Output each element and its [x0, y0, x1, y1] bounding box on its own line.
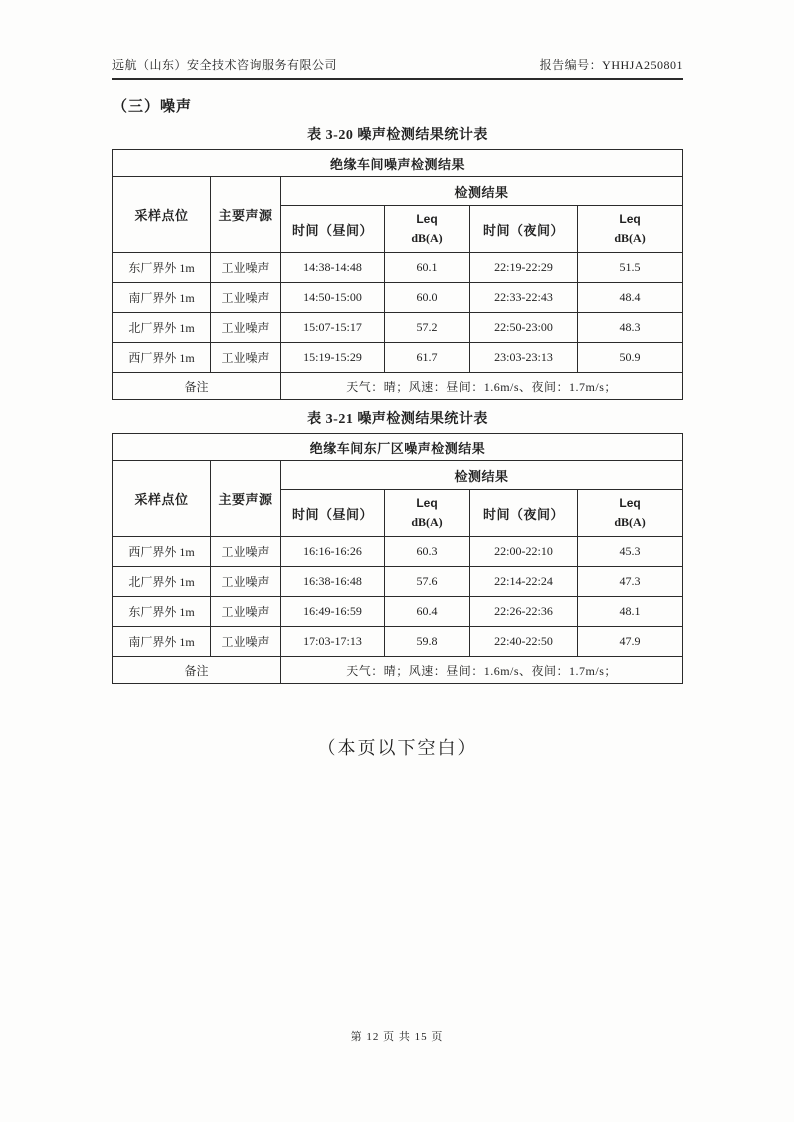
leq-day-line2: dB(A)	[411, 231, 443, 245]
cell-leq-night: 48.4	[578, 283, 683, 313]
cell-time-night: 22:40-22:50	[470, 627, 578, 657]
table-row	[113, 313, 683, 343]
table-row	[113, 597, 683, 627]
remark-text: 天气：晴；风速：昼间：1.6m/s、夜间：1.7m/s；	[281, 657, 683, 684]
table-row	[113, 627, 683, 657]
cell-point: 东厂界外 1m	[113, 597, 211, 627]
cell-source: 工业噪声	[211, 537, 281, 567]
noise-table-2	[112, 433, 683, 684]
cell-source: 工业噪声	[211, 343, 281, 373]
remark-label: 备注	[113, 373, 281, 400]
cell-time-day: 14:50-15:00	[281, 283, 385, 313]
header-leq-day	[385, 490, 470, 537]
leq-day-line2: dB(A)	[411, 515, 443, 529]
section-title: （三）噪声	[112, 99, 193, 115]
cell-point: 北厂界外 1m	[113, 313, 211, 343]
header-result-group: 检测结果	[281, 177, 683, 206]
cell-source: 工业噪声	[211, 253, 281, 283]
table-2-caption: 表 3-21 噪声检测结果统计表	[307, 412, 488, 427]
cell-source: 工业噪声	[211, 627, 281, 657]
header-time-night: 时间（夜间）	[470, 490, 578, 537]
cell-time-night: 22:50-23:00	[470, 313, 578, 343]
table-row	[113, 343, 683, 373]
leq-day-line1: Leq	[416, 211, 438, 226]
table-1-banner: 绝缘车间噪声检测结果	[113, 150, 683, 177]
cell-leq-day: 60.3	[385, 537, 470, 567]
cell-leq-night: 50.9	[578, 343, 683, 373]
cell-time-night: 22:14-22:24	[470, 567, 578, 597]
company-name: 远航（山东）安全技术咨询服务有限公司	[112, 58, 338, 72]
header-sampling-point: 采样点位	[113, 177, 211, 253]
cell-point: 南厂界外 1m	[113, 283, 211, 313]
cell-time-night: 22:33-22:43	[470, 283, 578, 313]
cell-time-night: 22:00-22:10	[470, 537, 578, 567]
cell-source: 工业噪声	[211, 567, 281, 597]
noise-table-1	[112, 149, 683, 400]
cell-time-day: 15:07-15:17	[281, 313, 385, 343]
cell-time-night: 22:26-22:36	[470, 597, 578, 627]
page-content	[112, 0, 683, 760]
cell-point: 西厂界外 1m	[113, 343, 211, 373]
leq-night-line1: Leq	[619, 495, 641, 510]
cell-leq-day: 61.7	[385, 343, 470, 373]
cell-time-day: 14:38-14:48	[281, 253, 385, 283]
header-sampling-point: 采样点位	[113, 461, 211, 537]
table-1-caption: 表 3-20 噪声检测结果统计表	[307, 128, 488, 143]
cell-source: 工业噪声	[211, 597, 281, 627]
cell-time-day: 16:49-16:59	[281, 597, 385, 627]
cell-leq-day: 57.2	[385, 313, 470, 343]
cell-leq-night: 45.3	[578, 537, 683, 567]
cell-leq-day: 60.4	[385, 597, 470, 627]
table-row	[113, 537, 683, 567]
cell-point: 东厂界外 1m	[113, 253, 211, 283]
table-row	[113, 283, 683, 313]
cell-leq-day: 60.0	[385, 283, 470, 313]
leq-night-line1: Leq	[619, 211, 641, 226]
table-row	[113, 253, 683, 283]
cell-leq-night: 51.5	[578, 253, 683, 283]
cell-leq-day: 57.6	[385, 567, 470, 597]
cell-leq-day: 60.1	[385, 253, 470, 283]
cell-time-night: 23:03-23:13	[470, 343, 578, 373]
page-header	[112, 0, 683, 80]
remark-row	[113, 373, 683, 400]
table-row	[113, 567, 683, 597]
cell-point: 西厂界外 1m	[113, 537, 211, 567]
remark-row	[113, 657, 683, 684]
cell-leq-day: 59.8	[385, 627, 470, 657]
header-time-day: 时间（昼间）	[281, 206, 385, 253]
header-leq-night	[578, 490, 683, 537]
header-result-group: 检测结果	[281, 461, 683, 490]
cell-leq-night: 48.3	[578, 313, 683, 343]
remark-label: 备注	[113, 657, 281, 684]
cell-time-day: 17:03-17:13	[281, 627, 385, 657]
cell-point: 北厂界外 1m	[113, 567, 211, 597]
report-number: 报告编号：YHHJA250801	[539, 58, 683, 72]
cell-time-day: 15:19-15:29	[281, 343, 385, 373]
header-leq-night	[578, 206, 683, 253]
leq-night-line2: dB(A)	[614, 231, 646, 245]
cell-leq-night: 47.9	[578, 627, 683, 657]
cell-time-day: 16:38-16:48	[281, 567, 385, 597]
header-leq-day	[385, 206, 470, 253]
page-footer: 第 12 页 共 15 页	[350, 1031, 444, 1043]
header-main-source: 主要声源	[211, 177, 281, 253]
header-time-day: 时间（昼间）	[281, 490, 385, 537]
header-main-source: 主要声源	[211, 461, 281, 537]
cell-time-night: 22:19-22:29	[470, 253, 578, 283]
header-time-night: 时间（夜间）	[470, 206, 578, 253]
cell-point: 南厂界外 1m	[113, 627, 211, 657]
cell-source: 工业噪声	[211, 313, 281, 343]
cell-leq-night: 48.1	[578, 597, 683, 627]
cell-time-day: 16:16-16:26	[281, 537, 385, 567]
table-2-banner: 绝缘车间东厂区噪声检测结果	[113, 434, 683, 461]
leq-day-line1: Leq	[416, 495, 438, 510]
cell-leq-night: 47.3	[578, 567, 683, 597]
blank-page-note: （本页以下空白）	[317, 738, 478, 758]
leq-night-line2: dB(A)	[614, 515, 646, 529]
remark-text: 天气：晴；风速：昼间：1.6m/s、夜间：1.7m/s；	[281, 373, 683, 400]
cell-source: 工业噪声	[211, 283, 281, 313]
